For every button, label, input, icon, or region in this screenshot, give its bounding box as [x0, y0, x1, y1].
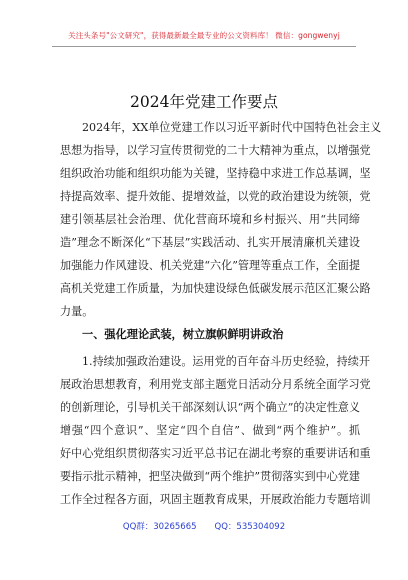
paragraph-line: 展政治思想教育，利用党支部主题党日活动分月系统全面学习党 — [60, 378, 371, 391]
paragraph-line: 思想为指导，以学习宣传贯彻党的二十大精神为重点，以增强党 — [60, 144, 371, 157]
paragraph-line: 加强能力作风建设、机关党建“六化”管理等重点工作，全面提 — [60, 259, 360, 272]
paragraph-line: 建引领基层社会治理、优化营商环境和乡村振兴、用“共同缔 — [60, 213, 360, 226]
paragraph-line: 的创新理论，引导机关干部深刻认识“两个确立”的决定性意义 — [60, 401, 360, 414]
paragraph-line: 好中心党组织贯彻落实习近平总书记在湖北考察的重要讲话和重 — [60, 447, 371, 460]
paragraph-line: 持提高效率、提升效能、提增效益，以党的政治建设为统领，党 — [60, 190, 371, 203]
footer-contact — [0, 520, 408, 532]
section-heading: 一、强化理论武装，树立旗帜鲜明讲政治 — [82, 328, 284, 341]
document-title: 2024年党建工作要点 — [130, 93, 278, 111]
paragraph-line: 要指示批示精神，把坚决做到“两个维护”贯彻落实到中心党建 — [60, 470, 360, 483]
paragraph-line: 造”理念不断深化“下基层”实践活动、扎实开展清廉机关建设 — [60, 236, 360, 249]
paragraph-line: 1.持续加强政治建设。运用党的百年奋斗历史经验，持续开 — [82, 355, 370, 368]
paragraph-line: 组织政治功能和组织功能为关键，坚持稳中求进工作总基调，坚 — [60, 167, 371, 180]
qq-text: QQ：535304092 — [214, 522, 286, 532]
paragraph-line: 增强“四个意识”、坚定“四个自信”、做到“两个维护”。抓 — [60, 424, 360, 437]
header-divider — [52, 46, 356, 47]
paragraph-line: 2024年，XX单位党建工作以习近平新时代中国特色社会主义 — [82, 121, 382, 134]
paragraph-line: 高机关党建工作质量，为加快建设绿色低碳发展示范区汇聚公路 — [60, 282, 371, 295]
paragraph-line: 工作全过程各方面，巩固主题教育成果，开展政治能力专题培训 — [60, 493, 371, 506]
paragraph-line: 力量。 — [60, 305, 94, 318]
header-banner: 关注头条号"公文研究"，获得最新最全最专业的公文资料库！ 微信：gongwenyj — [68, 31, 340, 40]
qq-group-text: QQ群：30265665 — [122, 522, 197, 532]
